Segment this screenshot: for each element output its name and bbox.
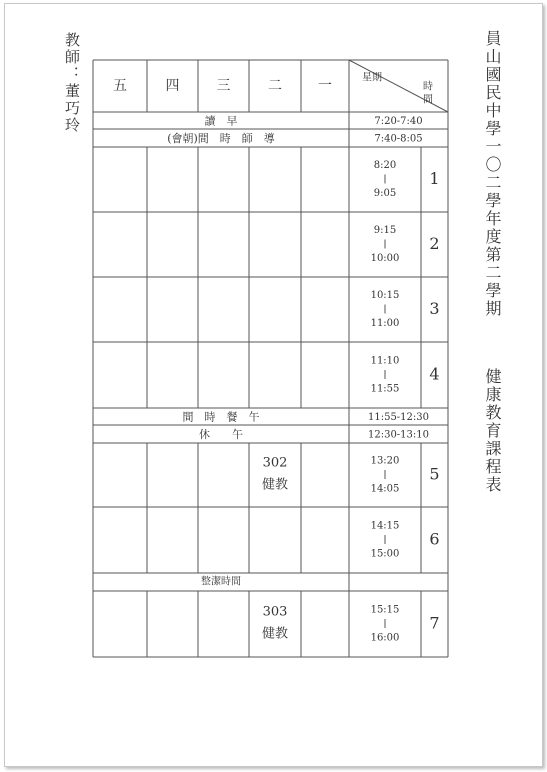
header-diagonal [349,60,448,112]
period-number: 7 [429,613,440,633]
class-subject: 健教 [261,477,289,493]
day-header-四: 四 [165,78,180,94]
nap-label: 休 午 [199,428,243,441]
lunch-time: 11:55-12:30 [367,412,430,423]
reading-time: 7:20-7:40 [374,116,423,127]
corner-time-label: 間 [423,94,433,106]
period-end-time: 11:55 [370,383,400,395]
lunch-label: 間 時 餐 午 [182,410,260,424]
period-number: 2 [429,234,440,253]
period-number: 1 [429,169,440,188]
reading-label: 讀 早 [204,114,238,128]
course-title: 健康教育課程表 [483,368,502,494]
day-header-五: 五 [113,78,127,94]
period-end-time: 16:00 [370,632,400,644]
period-number: 5 [429,464,440,484]
class-room: 303 [262,604,288,620]
cleaning-label: 整潔時間 [201,576,241,588]
mentor-time: 7:40-8:05 [374,133,423,145]
period-start-time: 13:20 [370,455,400,467]
period-number: 4 [429,364,440,384]
corner-day-label: 星期 [362,72,382,84]
corner-time-label: 時 [423,81,433,93]
class-room: 302 [262,455,288,471]
period-end-time: 9:05 [373,188,397,199]
period-start-time: 11:10 [370,355,400,367]
class-subject: 健教 [261,626,289,642]
day-header-三: 三 [216,78,231,94]
period-end-time: 10:00 [370,253,400,264]
period-end-time: 15:00 [370,548,400,560]
period-start-time: 15:15 [370,604,400,616]
nap-time: 12:30-13:10 [367,429,430,441]
school-title: 員山國民中學一〇二學年度第二學期 [483,30,502,318]
day-header-一: 一 [318,78,332,94]
teacher-name: 教師：董巧玲 [63,32,81,134]
day-header-二: 二 [268,78,282,94]
period-start-time: 10:15 [370,290,400,301]
period-end-time: 14:05 [370,483,400,495]
period-end-time: 11:00 [370,318,400,329]
period-start-time: 8:20 [373,160,397,171]
period-start-time: 14:15 [370,520,400,532]
period-start-time: 9:15 [373,225,397,236]
period-number: 3 [429,299,440,318]
mentor-label: (會朝)間 時 師 導 [167,132,275,145]
period-number: 6 [429,529,440,549]
